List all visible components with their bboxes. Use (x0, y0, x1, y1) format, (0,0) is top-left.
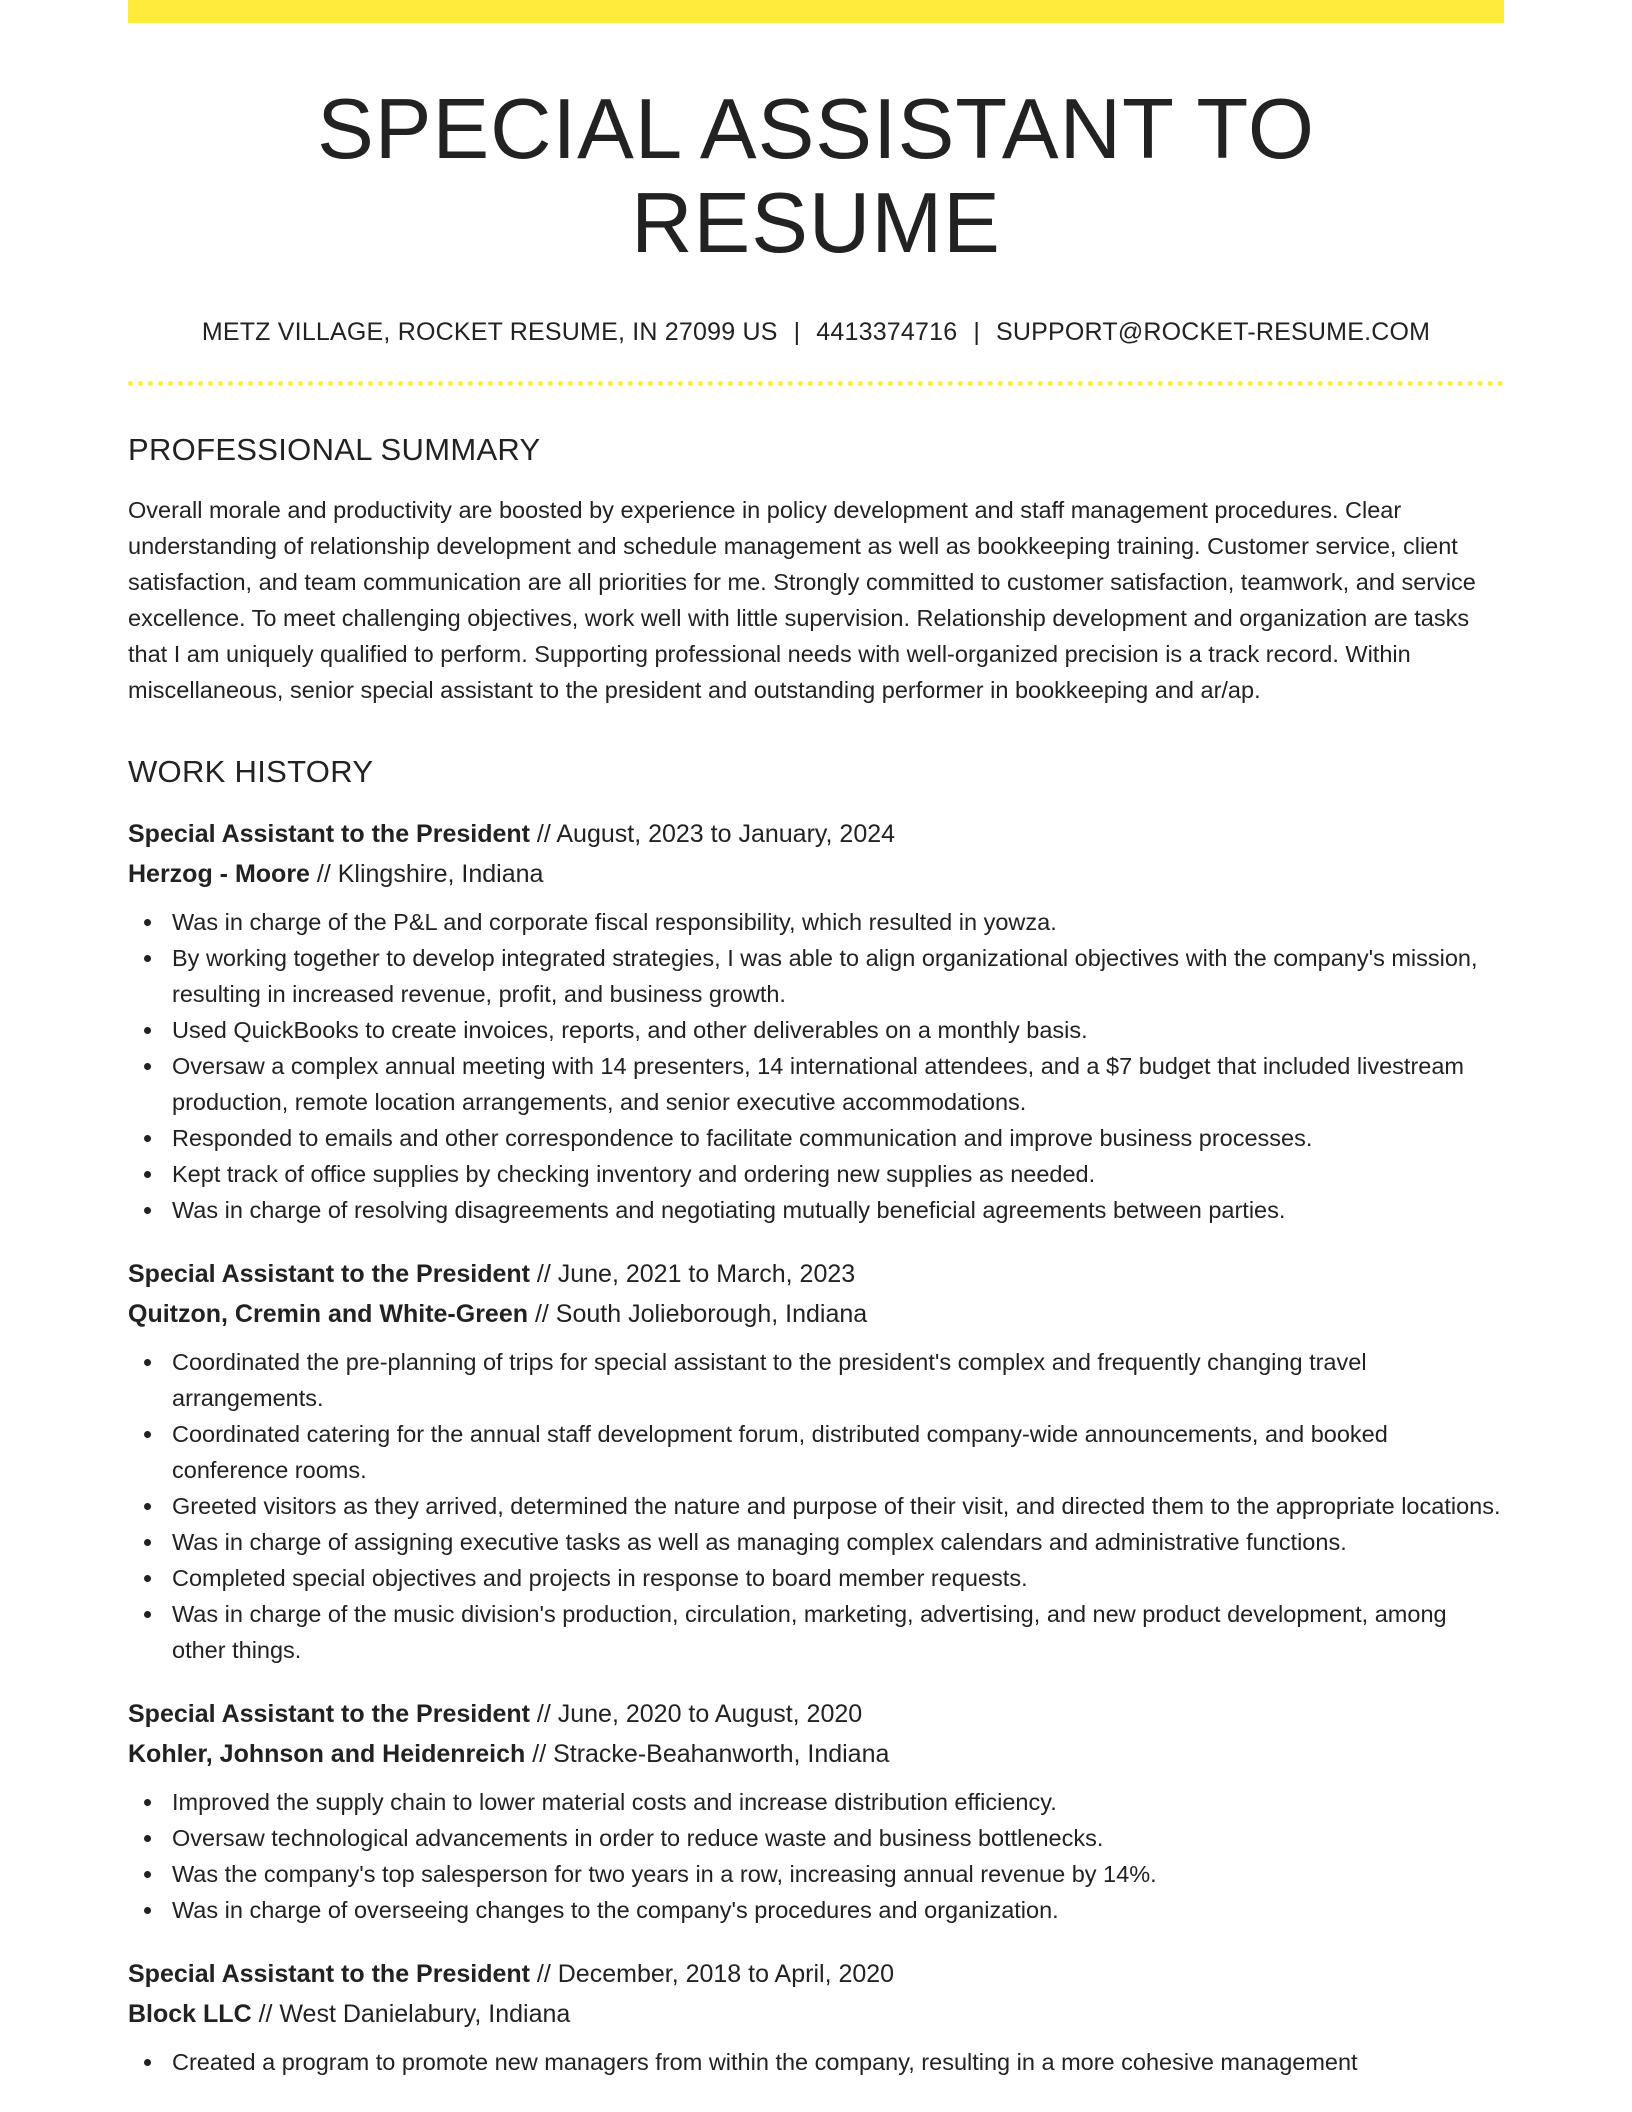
job-location: // South Jolieborough, Indiana (528, 1300, 868, 1328)
job-title-line (128, 1954, 1504, 1994)
resume-name: SPECIAL ASSISTANT TO RESUME (317, 82, 1315, 271)
job-title-line (128, 1254, 1504, 1294)
job-dates: // August, 2023 to January, 2024 (529, 820, 896, 848)
job-dates: // June, 2021 to March, 2023 (529, 1260, 856, 1288)
job-entry (128, 1254, 1504, 1668)
contact-email[interactable]: SUPPORT@ROCKET-RESUME.COM (996, 318, 1431, 346)
job-bullet: Used QuickBooks to create invoices, reports, and other deliverables on a monthly basis. (172, 1012, 1504, 1048)
job-entry (128, 1954, 1504, 2080)
job-title-line (128, 1694, 1504, 1734)
contact-line (128, 318, 1504, 347)
job-bullet: Kept track of office supplies by checking inventory and ordering new supplies as needed. (172, 1156, 1504, 1192)
job-bullet: Was the company's top salesperson for two years in a row, increasing annual revenue by 14%. (172, 1856, 1504, 1892)
job-location: // West Danielabury, Indiana (251, 2000, 571, 2028)
job-dates: // December, 2018 to April, 2020 (529, 1960, 895, 1988)
job-bullet: Oversaw a complex annual meeting with 14 presenters, 14 international attendees, and a $7 budget that included livestream production, remote location arrangements, and senior executive accommodations. (172, 1048, 1504, 1120)
job-bullets (128, 904, 1504, 1228)
job-company: Herzog - Moore (128, 860, 310, 888)
contact-phone[interactable]: 4413374716 (816, 318, 958, 346)
resume-page (128, 0, 1504, 2080)
job-company: Kohler, Johnson and Heidenreich (128, 1740, 526, 1768)
job-bullet: By working together to develop integrated strategies, I was able to align organizational objectives with the company's mission, resulting in increased revenue, profit, and business growth. (172, 940, 1504, 1012)
job-location: // Klingshire, Indiana (309, 860, 544, 888)
job-bullet: Created a program to promote new managers from within the company, resulting in a more cohesive management (172, 2044, 1504, 2080)
job-bullets (128, 1784, 1504, 1928)
job-bullet: Was in charge of resolving disagreements and negotiating mutually beneficial agreements between parties. (172, 1192, 1504, 1228)
job-bullet: Was in charge of the P&L and corporate fiscal responsibility, which resulted in yowza. (172, 904, 1504, 940)
job-bullets (128, 2044, 1504, 2080)
job-role: Special Assistant to the President (128, 1700, 530, 1728)
job-bullet: Was in charge of overseeing changes to the company's procedures and organization. (172, 1892, 1504, 1928)
job-dates: // June, 2020 to August, 2020 (529, 1700, 863, 1728)
job-role: Special Assistant to the President (128, 820, 530, 848)
job-company-line (128, 1294, 1504, 1334)
summary-heading: PROFESSIONAL SUMMARY (128, 432, 541, 467)
job-entry (128, 1694, 1504, 1928)
contact-separator: | (973, 318, 981, 346)
job-location: // Stracke-Beahanworth, Indiana (525, 1740, 890, 1768)
job-bullet: Coordinated catering for the annual staff development forum, distributed company-wide announcements, and booked conference rooms. (172, 1416, 1504, 1488)
dotted-divider (128, 381, 1504, 386)
job-bullet: Coordinated the pre-planning of trips for special assistant to the president's complex and frequently changing travel arrangements. (172, 1344, 1504, 1416)
job-bullets (128, 1344, 1504, 1668)
job-company-line (128, 1994, 1504, 2034)
job-bullet: Oversaw technological advancements in order to reduce waste and business bottlenecks. (172, 1820, 1504, 1856)
job-company-line (128, 854, 1504, 894)
job-company: Block LLC (128, 2000, 252, 2028)
job-bullet: Responded to emails and other correspondence to facilitate communication and improve business processes. (172, 1120, 1504, 1156)
job-title-line (128, 814, 1504, 854)
job-bullet: Greeted visitors as they arrived, determined the nature and purpose of their visit, and directed them to the appropriate locations. (172, 1488, 1504, 1524)
summary-text: Overall morale and productivity are boosted by experience in policy development and staff management procedures. Clear understanding of relationship development and schedule management as well as bookkeeping training. Customer service, client satisfaction, and team communication are all priorities for me. Strongly committed to customer satisfaction, teamwork, and service excellence. To meet challenging objectives, work well with little supervision. Relationship development and organization are tasks that I am uniquely qualified to perform. Supporting professional needs with well-organized precision is a track record. Within miscellaneous, senior special assistant to the president and outstanding performer in bookkeeping and ar/ap. (128, 497, 1476, 703)
job-role: Special Assistant to the President (128, 1960, 530, 1988)
job-role: Special Assistant to the President (128, 1260, 530, 1288)
job-bullet: Improved the supply chain to lower material costs and increase distribution efficiency. (172, 1784, 1504, 1820)
job-bullet: Was in charge of assigning executive tasks as well as managing complex calendars and administrative functions. (172, 1524, 1504, 1560)
job-bullet: Completed special objectives and projects in response to board member requests. (172, 1560, 1504, 1596)
job-entry (128, 814, 1504, 1228)
work-history-heading: WORK HISTORY (128, 754, 374, 789)
accent-bar (128, 0, 1504, 23)
contact-separator: | (793, 318, 801, 346)
job-company-line (128, 1734, 1504, 1774)
job-company: Quitzon, Cremin and White-Green (128, 1300, 529, 1328)
job-bullet: Was in charge of the music division's production, circulation, marketing, advertising, and new product development, among other things. (172, 1596, 1504, 1668)
contact-address: METZ VILLAGE, ROCKET RESUME, IN 27099 US (201, 318, 778, 346)
